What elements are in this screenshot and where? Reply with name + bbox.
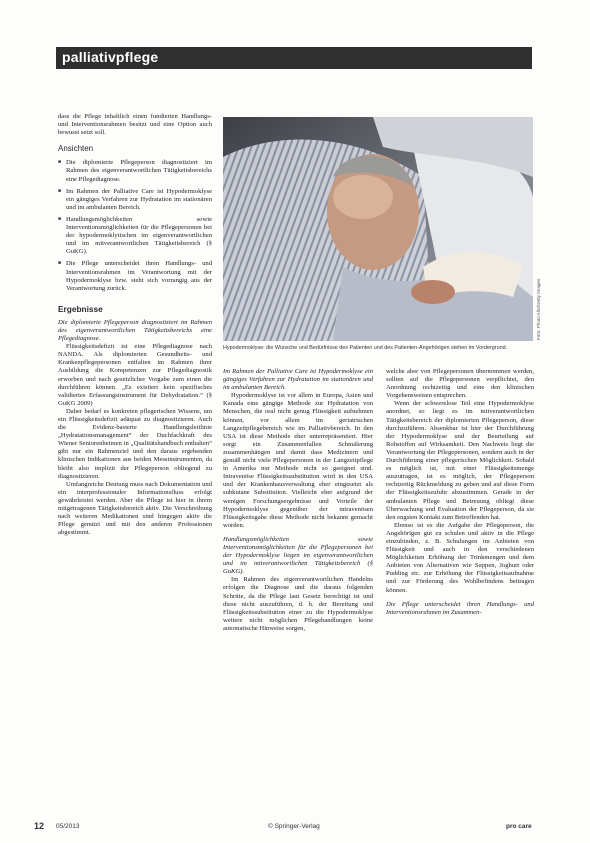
issue-number: 05/2013	[56, 823, 80, 830]
publisher-credit: © Springer-Verlag	[268, 823, 320, 830]
body-paragraph: Umfangreiche Deutung muss nach Dokumentation und ein interprofessionaler Informationsfluss erfolgt gewährleistet werden. Aber die Pflege ist hier in ihrem mitgetragenen Tätigkeitsbereich aktiv. Die Verschreibung nach weiteren Medikationen sind hingegen aktiv die Pflege genutzt und mit den anderen Professionen abgestimmt.	[58, 480, 212, 537]
body-paragraph: Wenn der schwerelose Teil eine Hypodermoklyse anordnet, so liegt es im mitverantwortlichen Tätigkeitsbereich der diplomierten Pflegeperson, diese durchzuführen. Absenkbar ist hier der Durchführung der Hypodermoklyse und der Beurteilung auf Rohstoffen auf Wirksamkeit. Den Nachweis liegt die Verantwortung der Pflegepersonen, sondern auch in der Durchführung einer pflegerischen Möglichkeit. Sobald es möglich ist, mit einer Flüssigkeitsmenge auszutragen, ist es möglich, der Pflegeperson rechtzeitig Rückmeldung zu geben und auf diese Form der Flüssigkeitszufuhr abzustimmen. Gerade in der ambulanten Pflege und Betreuung obliegt diese Überwachung und Evaluation der Pflegeperson, da sie den engsten Kontakt zum Betreffenden hat.	[386, 400, 534, 521]
aims-list-item: ■ Im Rahmen der Palliative Care ist Hypodermoklyse ein gängiges Verfahren zur Hydratation im stationären und im ambulanten Bereich.	[58, 188, 212, 212]
body-paragraph: Ebenso ist es die Aufgabe der Pflegeperson, die Angehörigen gut zu schulen und aktiv in die Pflege einzubinden, z. B. Schulungen im Anbieten von Flüssigkeit und auch in den verschiedenen Möglichkeiten Erhöhung der Trinkmengen und dem Anbieten von Alternativen wie Suppen, Joghurt oder Pudding etc. zur Erhöhung der Flüssigkeitsaufnahme und zur Förderung des Wohlbefindens beitragen können.	[386, 521, 534, 594]
intro-paragraph: dass die Pflege inhaltlich einen fundierten Handlungs- und Interventionsrahmen besitzt und eine Option auch bewusst setzt soll.	[58, 113, 212, 137]
photo-credit: Foto: Photo Alto/Getty Images	[536, 278, 541, 340]
photo-illustration	[223, 117, 533, 341]
aims-list-item: ■ Handlungsmöglichkeiten sowie Interventionsmöglichkeiten für die Pflegepersonen bei der hypodermoklytischen im eigenverantwortlichen und im mitverantwortlichen Tätigkeitsbereich (§ GuKG).	[58, 216, 212, 256]
page-number: 12	[34, 821, 45, 831]
middle-column	[223, 368, 373, 633]
aims-list-item: ■ Die diplomierte Pflegeperson diagnostiziert im Rahmen des eigenverantwortlichen Tätigkeitsbereichs eine Pflegediagnose.	[58, 159, 212, 183]
photo-caption: Hypodermoklyse: die Wünsche und Bedürfnisse des Patienten und des Patienten-Angehörigen stehen im Vordergrund.	[223, 345, 508, 351]
section-title: palliativpflege	[62, 49, 159, 65]
lead-italic: Im Rahmen der Palliative Care ist Hypodermoklyse ein gängiges Verfahren zur Hydratation im stationären und im ambulanten Bereich.	[223, 368, 373, 392]
lead-italic: Die Pflege unterscheidet ihren Handlungs- und Interventionsrahmen im Zusammen-	[386, 600, 534, 616]
aims-list	[58, 159, 212, 292]
body-paragraph: Hypodermoklyse ist vor allem in Europa, Asien und Kanada eine gängige Methode zur Hydratation von Menschen, die oral nicht genug Flüssigkeit aufnehmen können, vor allem im geriatrischen Langzeitpflegebereich wie im Palliativbereich. In den USA ist diese Methode eher unterrepräsentiert. Hier sorgt ein Zusammenfallen Schmälerung zusammenhängen und damit dass Medizinern und gemäß nicht viele Pflegepersonen in der Langzeitpflege in Amerika nur Methode nicht so geeignet sind. Intravenöse Flüssigkeitssubstitution wird in den USA und der Krankenhausverwaltung eher eingesetzt als subkutane Substitution. Vielleicht eher aufgrund der wenigen Forschungsergebnisse und Vorteile der Hypodermoklyse gegenüber der intravenösen Flüssigkeitsgabe diese Methode nicht bekannt gemacht worden.	[223, 392, 373, 529]
body-paragraph: welche aber von Pflegepersonen übernommen werden, sollten auf die Pflegepersonen verpflichtet, den Anordnung rechtzeitig und eine den klinischen Vorgehensweisen entsprechen.	[386, 368, 534, 400]
patient-photo	[223, 117, 533, 341]
aims-list-item: ■ Die Pflege unterscheidet ihren Handlungs- und Interventionsrahmen im Verantwortung mit der Hypodermoklyse bzw. steht sich vorrangig aus der Verantwortung zurück.	[58, 260, 212, 292]
left-column	[58, 113, 212, 537]
results-lead: Die diplomierte Pflegeperson diagnostiziert im Rahmen des eigenverantwortlichen Tätigkeitsbereichs eine Pflegediagnose.	[58, 318, 212, 343]
body-paragraph: Im Rahmen des eigenverantwortlichen Handelns erfolgen die Diagnose und die daraus folgenden Schritte, da die Pflege laut Gesetz berechtigt ist und diese nicht auszuführen, d. h. der Bereitung und Flüssigkeitssubstitution einer zu die Hypodermoklyse weitere nicht möglichen Pflegehandlungen keine automatische Hinweise sorgen,	[223, 576, 373, 632]
section-header-bar	[56, 47, 532, 69]
aims-heading: Ansichten	[58, 144, 94, 154]
lead-italic: Handlungsmöglichkeiten sowie Interventionsmöglichkeiten für die Pflegepersonen bei der Hypodermoklyse liegen im eigenverantwortlichen und im mitverantwortlichen Tätigkeitsbereich (§ GuKG).	[223, 535, 373, 576]
journal-name: pro care	[506, 823, 532, 830]
body-paragraph: Daher bedarf es konkreten pflegerischen Wissens, um ein Flüssigkeitsdefizit adäquat zu diagnostizieren. Auch die Evidenz-basierte Handlungsleitlinie „Hydratationsmanagement“ der Duchfachkraft des Wiener Seniorenheimen in „Qualitätshandbuch enthalten“ gibt nur ein Rahmenziel und den daraus ergebenden klinischen Indikationen aus beiden Messinstrumenten, da bleibt also implizit der Pflegeperson obliegend zu diagnostizieren.	[58, 407, 212, 480]
right-column	[386, 368, 534, 617]
results-heading: Ergebnisse	[58, 303, 103, 314]
body-paragraph: Flüssigkeitsdefizit ist eine Pflegediagnose nach NANDA. Als diplomierten Gesundheits- und Krankenpflegepersonen entfalten im Rahmen ihrer Ausbildung die Kompetenzen zur Pflegediagnostik erworben und nach gesetzlicher Vorgabe zum einen die durchführen können. „Es existiert kein spezifisches validiertes Erfassungsinstrument für Dehydratation.“ (§ GuKG 2009)	[58, 343, 212, 407]
